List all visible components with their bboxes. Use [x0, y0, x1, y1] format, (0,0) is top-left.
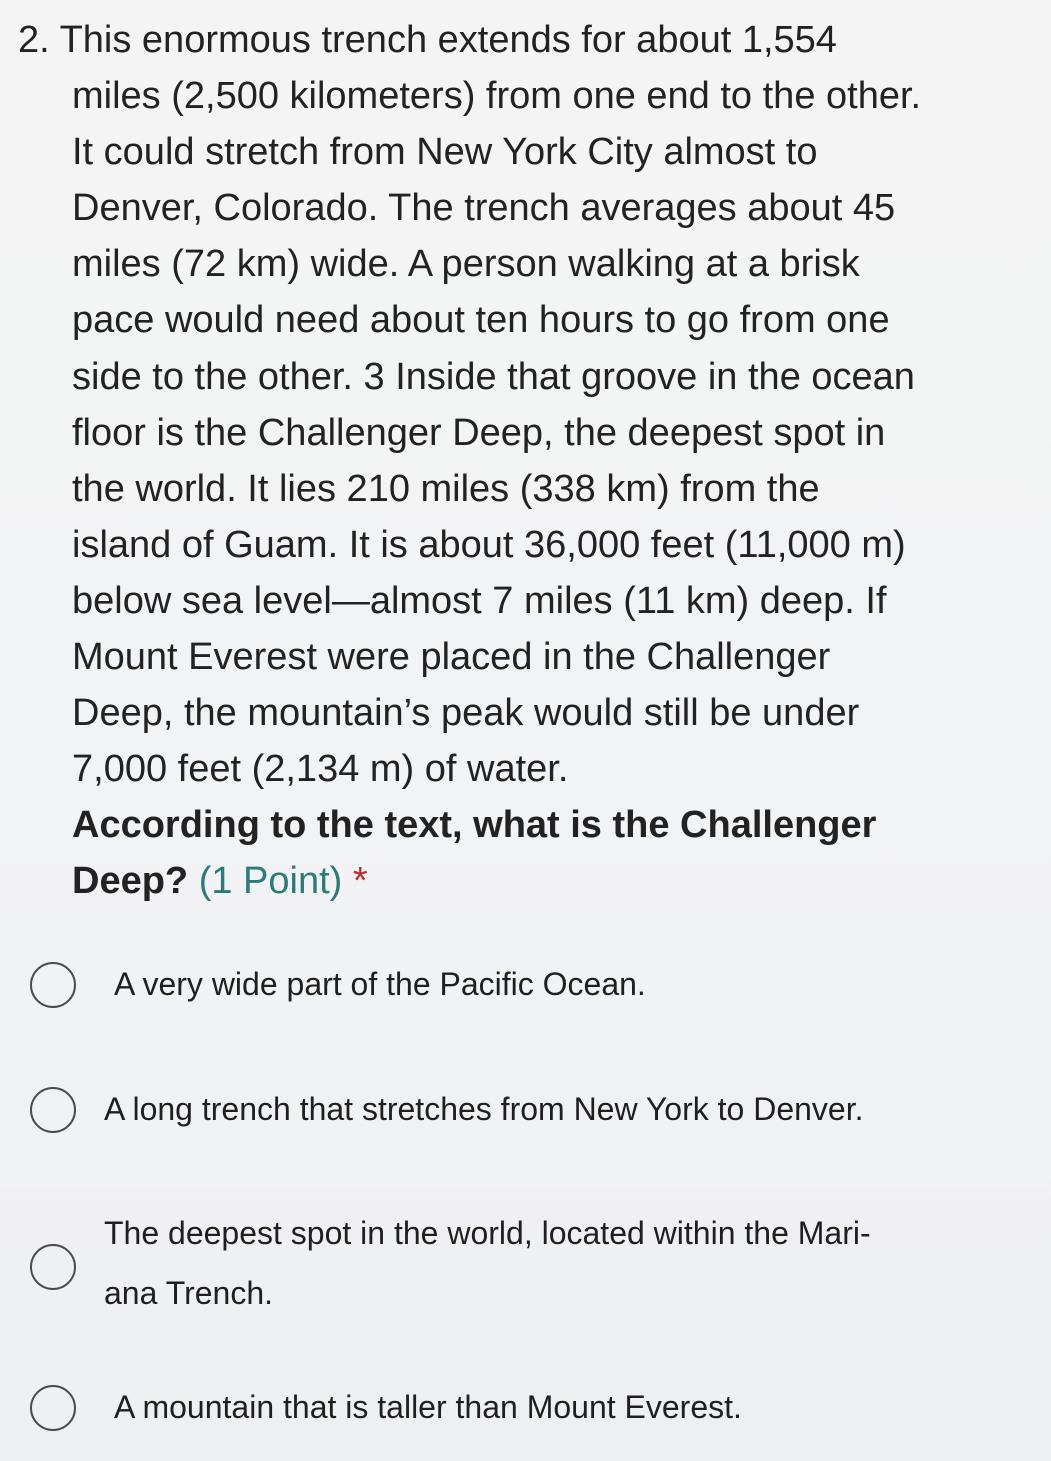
points-label: (1 Point) — [198, 860, 343, 902]
option-label-line-1: The deepest spot in the world, located within the Mari- — [104, 1215, 871, 1251]
option-label-line-2: ana Trench. — [104, 1275, 273, 1311]
passage-line: side to the other. 3 Inside that groove in the ocean — [72, 355, 915, 398]
option-wide-pacific[interactable] — [0, 955, 1040, 1015]
prompt-line-1: According to the text, what is the Challenger — [72, 804, 877, 846]
passage-line: pace would need about ten hours to go from one — [72, 299, 890, 342]
passage-line: Deep, the mountain’s peak would still be under — [72, 692, 860, 735]
passage-line: Denver, Colorado. The trench averages about 45 — [72, 187, 896, 230]
passage-line: the world. It lies 210 miles (338 km) from the — [72, 467, 820, 510]
prompt-line-2: Deep? (1 Point) * — [72, 860, 368, 902]
radio-button[interactable] — [30, 1244, 76, 1290]
radio-button[interactable] — [30, 1087, 76, 1133]
passage-line: miles (2,500 kilometers) from one end to the other. — [72, 75, 922, 118]
option-label: A long trench that stretches from New York to Denver. — [104, 1091, 864, 1127]
required-marker: * — [352, 860, 368, 902]
passage-line: miles (72 km) wide. A person walking at a brisk — [72, 243, 860, 286]
option-mountain[interactable] — [0, 1378, 1040, 1438]
passage-line: 2. This enormous trench extends for about 1,554 — [18, 19, 837, 61]
radio-button[interactable] — [30, 962, 76, 1008]
option-label: A very wide part of the Pacific Ocean. — [114, 966, 646, 1002]
passage-line: It could stretch from New York City almost to — [72, 131, 818, 174]
option-long-trench[interactable] — [0, 1080, 1040, 1140]
passage-line: island of Guam. It is about 36,000 feet (11,000 m) — [72, 523, 906, 566]
option-label: A mountain that is taller than Mount Everest. — [114, 1389, 742, 1425]
radio-button[interactable] — [30, 1385, 76, 1431]
question-number: 2. — [18, 19, 50, 61]
passage-line: floor is the Challenger Deep, the deepest spot in — [72, 411, 886, 454]
passage-line: Mount Everest were placed in the Challenger — [72, 636, 831, 679]
option-deepest-spot[interactable] — [0, 1204, 1040, 1324]
passage-line: 7,000 feet (2,134 m) of water. — [72, 748, 569, 791]
passage-line: below sea level—almost 7 miles (11 km) deep. If — [72, 579, 887, 622]
